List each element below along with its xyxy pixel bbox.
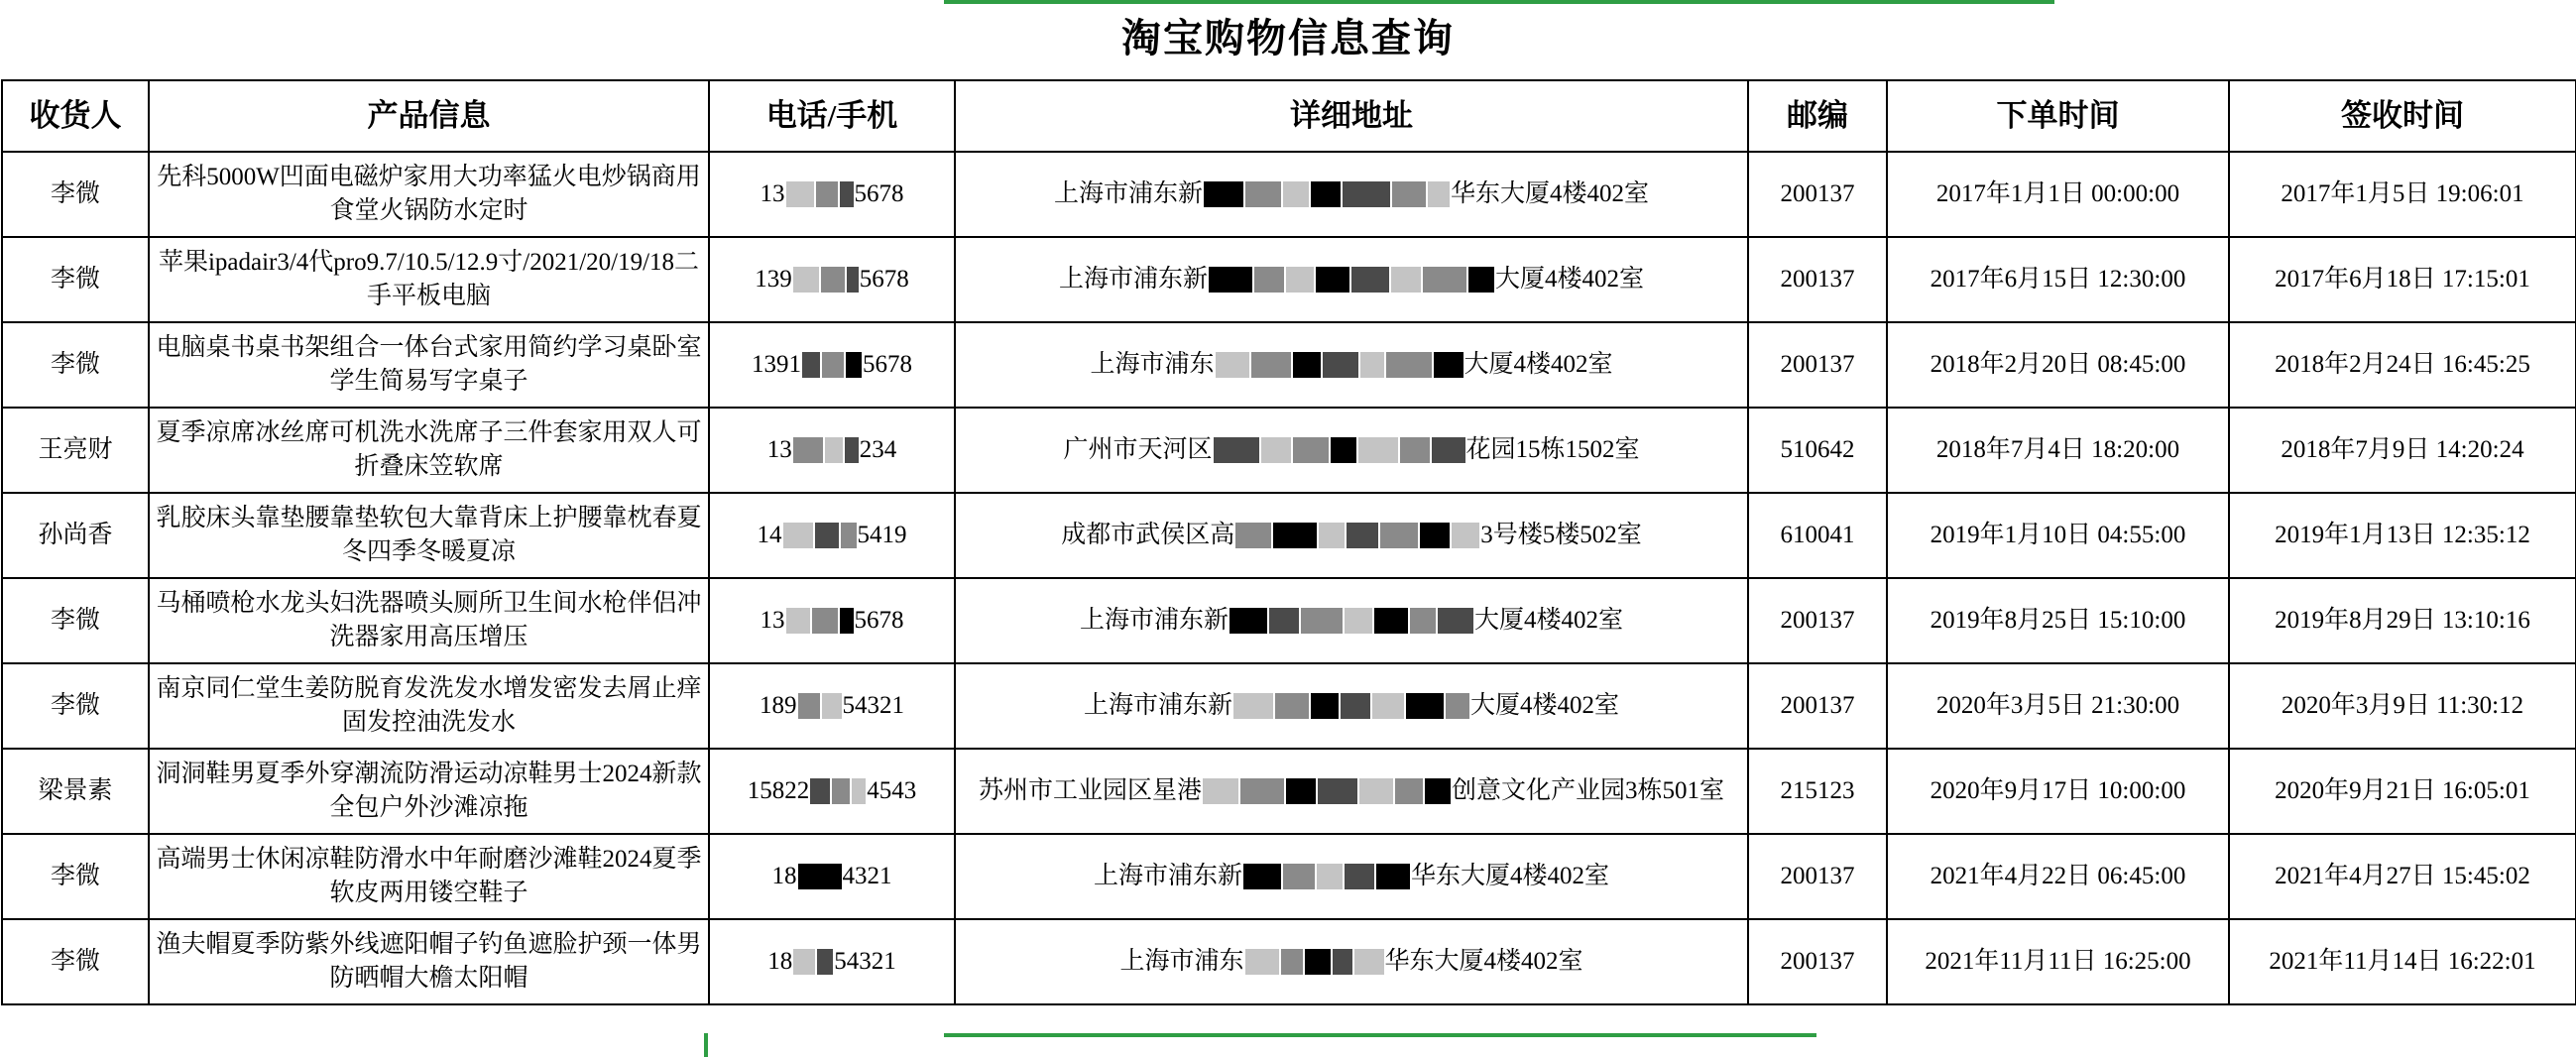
cell-product: 渔夫帽夏季防紫外线遮阳帽子钓鱼遮脸护颈一体男防晒帽大檐太阳帽: [149, 919, 709, 1004]
table-row: [2, 834, 2576, 919]
cell-address: [955, 152, 1748, 237]
cell-recipient: 李微: [2, 578, 149, 663]
cell-order-time: 2021年11月11日 16:25:00: [1887, 919, 2229, 1004]
cell-product: 苹果ipadair3/4代pro9.7/10.5/12.9寸/2021/20/19/18二手平板电脑: [149, 237, 709, 322]
cell-sign-time: 2018年7月9日 14:20:24: [2229, 408, 2576, 493]
cell-zip: 200137: [1748, 152, 1887, 237]
redaction-mask: [1215, 352, 1464, 378]
table-row: [2, 152, 2576, 237]
cell-address: [955, 237, 1748, 322]
cell-recipient: 梁景素: [2, 749, 149, 834]
cell-address: [955, 578, 1748, 663]
redaction-mask: [1202, 778, 1452, 804]
phone-suffix: 54321: [842, 692, 904, 719]
cell-sign-time: 2021年11月14日 16:22:01: [2229, 919, 2576, 1004]
redaction-mask: [792, 437, 860, 463]
phone-suffix: 5678: [863, 351, 912, 378]
table-row: [2, 408, 2576, 493]
cell-product: 南京同仁堂生姜防脱育发洗发水增发密发去屑止痒固发控油洗发水: [149, 663, 709, 749]
cell-zip: 200137: [1748, 919, 1887, 1004]
phone-prefix: 18: [767, 948, 793, 975]
phone-prefix: 14: [757, 522, 782, 548]
column-header-phone: 电话/手机: [709, 80, 955, 152]
phone-prefix: 13: [760, 180, 785, 207]
cell-phone: [709, 663, 955, 749]
cell-zip: 200137: [1748, 578, 1887, 663]
cell-address: [955, 663, 1748, 749]
cell-address: [955, 919, 1748, 1004]
bottom-accent-edge: [704, 1033, 708, 1057]
cell-address: [955, 322, 1748, 408]
redaction-mask: [782, 523, 858, 548]
redaction-mask: [801, 352, 863, 378]
cell-recipient: 李微: [2, 322, 149, 408]
address-suffix: 大厦4楼402室: [1470, 692, 1620, 719]
cell-order-time: 2020年9月17日 10:00:00: [1887, 749, 2229, 834]
cell-order-time: 2018年7月4日 18:20:00: [1887, 408, 2229, 493]
redaction-mask: [797, 693, 843, 719]
cell-order-time: 2021年4月22日 06:45:00: [1887, 834, 2229, 919]
redaction-mask: [1234, 523, 1480, 548]
cell-recipient: 李微: [2, 663, 149, 749]
table-row: [2, 919, 2576, 1004]
table-row: [2, 493, 2576, 578]
redaction-mask: [1229, 608, 1474, 634]
cell-zip: 200137: [1748, 834, 1887, 919]
cell-phone: [709, 834, 955, 919]
cell-product: 先科5000W凹面电磁炉家用大功率猛火电炒锅商用食堂火锅防水定时: [149, 152, 709, 237]
purchase-info-table: [1, 79, 2576, 1005]
table-row: [2, 749, 2576, 834]
cell-product: 高端男士休闲凉鞋防滑水中年耐磨沙滩鞋2024夏季软皮两用镂空鞋子: [149, 834, 709, 919]
cell-zip: 510642: [1748, 408, 1887, 493]
cell-zip: 215123: [1748, 749, 1887, 834]
table-row: [2, 578, 2576, 663]
cell-address: [955, 749, 1748, 834]
cell-phone: [709, 322, 955, 408]
phone-suffix: 5419: [857, 522, 907, 548]
cell-sign-time: 2017年6月18日 17:15:01: [2229, 237, 2576, 322]
phone-prefix: 139: [755, 266, 792, 293]
redaction-mask: [1208, 267, 1495, 293]
address-prefix: 上海市浦东新: [1058, 266, 1208, 293]
address-prefix: 上海市浦东新: [1053, 180, 1203, 207]
phone-suffix: 234: [859, 436, 897, 463]
address-prefix: 广州市天河区: [1063, 436, 1213, 463]
address-prefix: 上海市浦东: [1119, 948, 1244, 975]
address-suffix: 大厦4楼402室: [1495, 266, 1645, 293]
phone-prefix: 15822: [747, 777, 810, 804]
cell-product: 马桶喷枪水龙头妇洗器喷头厕所卫生间水枪伴侣冲洗器家用高压增压: [149, 578, 709, 663]
redaction-mask: [785, 608, 855, 634]
redaction-mask: [792, 949, 834, 975]
table-header-row: [2, 80, 2576, 152]
top-accent-rule: [944, 0, 2054, 4]
column-header-product: 产品信息: [149, 80, 709, 152]
cell-address: [955, 408, 1748, 493]
cell-phone: [709, 919, 955, 1004]
redaction-mask: [785, 181, 855, 207]
cell-phone: [709, 152, 955, 237]
address-suffix: 华东大厦4楼402室: [1411, 863, 1610, 889]
cell-sign-time: 2018年2月24日 16:45:25: [2229, 322, 2576, 408]
address-suffix: 华东大厦4楼402室: [1451, 180, 1650, 207]
address-prefix: 上海市浦东新: [1079, 607, 1229, 634]
address-prefix: 成都市武侯区高: [1061, 522, 1235, 548]
cell-sign-time: 2021年4月27日 15:45:02: [2229, 834, 2576, 919]
phone-prefix: 18: [771, 863, 797, 889]
phone-suffix: 5678: [854, 180, 904, 207]
address-suffix: 3号楼5楼502室: [1480, 522, 1642, 548]
cell-zip: 610041: [1748, 493, 1887, 578]
cell-order-time: 2017年6月15日 12:30:00: [1887, 237, 2229, 322]
redaction-mask: [1203, 181, 1451, 207]
cell-phone: [709, 493, 955, 578]
cell-address: [955, 834, 1748, 919]
redaction-mask: [797, 864, 843, 889]
page-title: 淘宝购物信息查询: [1121, 16, 1455, 60]
phone-prefix: 189: [760, 692, 797, 719]
cell-order-time: 2019年1月10日 04:55:00: [1887, 493, 2229, 578]
address-prefix: 上海市浦东新: [1083, 692, 1232, 719]
address-suffix: 华东大厦4楼402室: [1384, 948, 1583, 975]
cell-order-time: 2020年3月5日 21:30:00: [1887, 663, 2229, 749]
cell-recipient: 李微: [2, 919, 149, 1004]
cell-product: 电脑桌书桌书架组合一体台式家用简约学习桌卧室学生简易写字桌子: [149, 322, 709, 408]
address-suffix: 创意文化产业园3栋501室: [1452, 777, 1725, 804]
cell-product: 乳胶床头靠垫腰靠垫软包大靠背床上护腰靠枕春夏冬四季冬暖夏凉: [149, 493, 709, 578]
redaction-mask: [1232, 693, 1470, 719]
table-row: [2, 237, 2576, 322]
cell-phone: [709, 408, 955, 493]
cell-recipient: 王亮财: [2, 408, 149, 493]
phone-prefix: 1391: [752, 351, 801, 378]
cell-recipient: 李微: [2, 237, 149, 322]
redaction-mask: [1244, 949, 1385, 975]
cell-sign-time: 2020年3月9日 11:30:12: [2229, 663, 2576, 749]
cell-sign-time: 2017年1月5日 19:06:01: [2229, 152, 2576, 237]
address-suffix: 大厦4楼402室: [1474, 607, 1624, 634]
address-prefix: 上海市浦东: [1090, 351, 1215, 378]
cell-recipient: 孙尚香: [2, 493, 149, 578]
cell-order-time: 2018年2月20日 08:45:00: [1887, 322, 2229, 408]
redaction-mask: [1242, 864, 1411, 889]
cell-order-time: 2017年1月1日 00:00:00: [1887, 152, 2229, 237]
cell-zip: 200137: [1748, 237, 1887, 322]
cell-product: 洞洞鞋男夏季外穿潮流防滑运动凉鞋男士2024新款全包户外沙滩凉拖: [149, 749, 709, 834]
cell-recipient: 李微: [2, 834, 149, 919]
cell-product: 夏季凉席冰丝席可机洗水洗席子三件套家用双人可折叠床笠软席: [149, 408, 709, 493]
cell-zip: 200137: [1748, 322, 1887, 408]
column-header-zip: 邮编: [1748, 80, 1887, 152]
address-suffix: 大厦4楼402室: [1464, 351, 1613, 378]
redaction-mask: [792, 267, 860, 293]
cell-sign-time: 2020年9月21日 16:05:01: [2229, 749, 2576, 834]
phone-suffix: 4321: [842, 863, 892, 889]
column-header-sign-time: 签收时间: [2229, 80, 2576, 152]
cell-recipient: 李微: [2, 152, 149, 237]
phone-prefix: 13: [766, 436, 792, 463]
cell-sign-time: 2019年1月13日 12:35:12: [2229, 493, 2576, 578]
cell-address: [955, 493, 1748, 578]
redaction-mask: [1213, 437, 1466, 463]
phone-prefix: 13: [760, 607, 785, 634]
column-header-address: 详细地址: [955, 80, 1748, 152]
cell-sign-time: 2019年8月29日 13:10:16: [2229, 578, 2576, 663]
address-suffix: 花园15栋1502室: [1465, 436, 1640, 463]
cell-phone: [709, 237, 955, 322]
column-header-order-time: 下单时间: [1887, 80, 2229, 152]
address-prefix: 苏州市工业园区星港: [978, 777, 1202, 804]
redaction-mask: [809, 778, 867, 804]
bottom-accent-rule: [944, 1033, 1816, 1037]
phone-suffix: 5678: [859, 266, 909, 293]
cell-order-time: 2019年8月25日 15:10:00: [1887, 578, 2229, 663]
address-prefix: 上海市浦东新: [1093, 863, 1242, 889]
table-row: [2, 663, 2576, 749]
phone-suffix: 5678: [854, 607, 904, 634]
column-header-recipient: 收货人: [2, 80, 149, 152]
phone-suffix: 54321: [834, 948, 896, 975]
phone-suffix: 4543: [867, 777, 917, 804]
table-row: [2, 322, 2576, 408]
cell-zip: 200137: [1748, 663, 1887, 749]
cell-phone: [709, 578, 955, 663]
cell-phone: [709, 749, 955, 834]
